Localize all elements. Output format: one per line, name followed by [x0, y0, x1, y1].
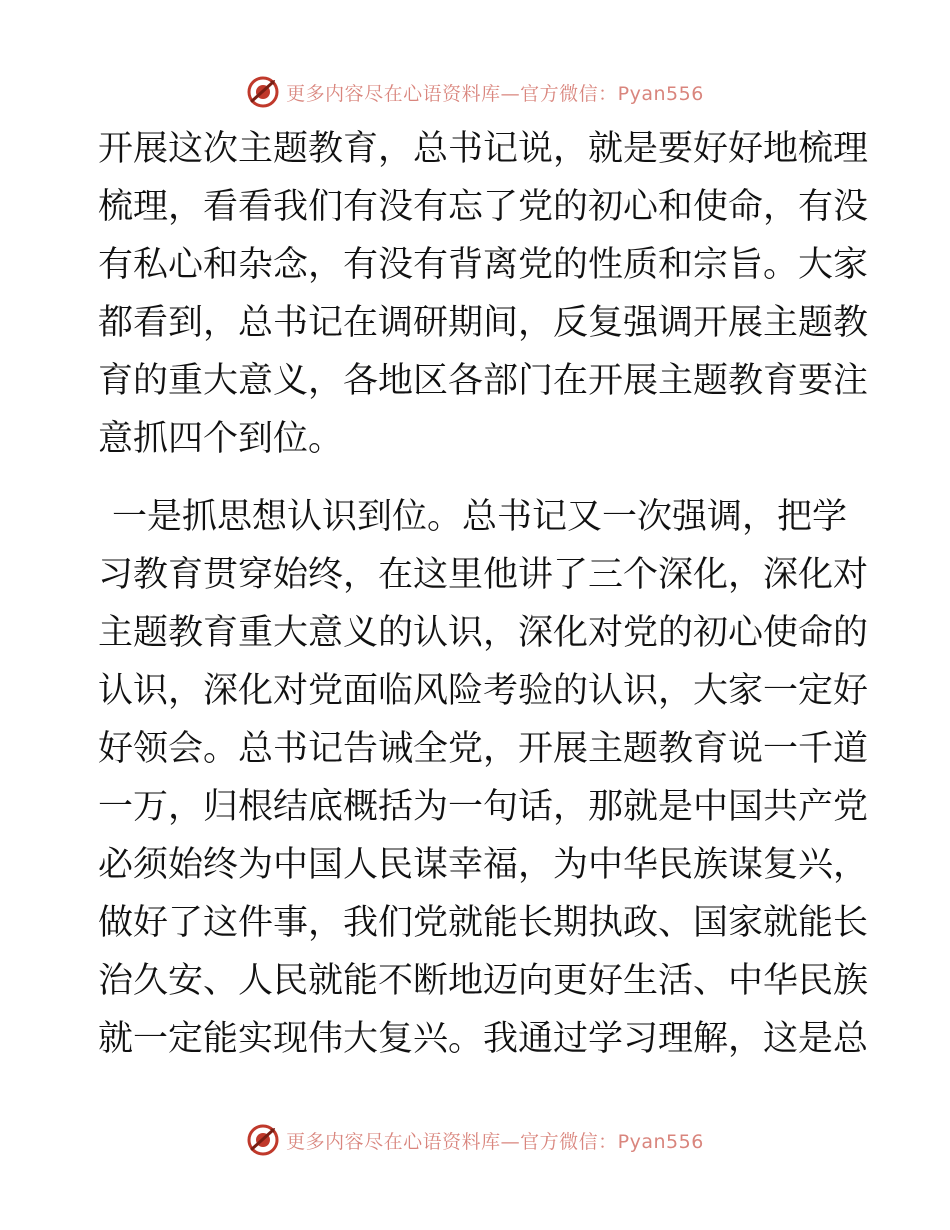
footer-watermark-handle: Pyan556	[617, 1130, 704, 1153]
logo-icon	[246, 1123, 280, 1157]
header-watermark-handle: Pyan556	[617, 82, 704, 105]
logo-icon	[246, 75, 280, 109]
footer-watermark-text: 更多内容尽在心语资料库—官方微信：Pyan556	[286, 1130, 704, 1153]
paragraph-1-line: 都看到，总书记在调研期间，反复强调开展主题教	[98, 303, 869, 343]
paragraph-2-line: 就一定能实现伟大复兴。我通过学习理解，这是总	[98, 1019, 869, 1059]
paragraph-2-line: 习教育贯穿始终，在这里他讲了三个深化，深化对	[98, 555, 869, 595]
paragraph-1-line: 育的重大意义，各地区各部门在开展主题教育要注	[98, 361, 869, 401]
paragraph-2-line: 好领会。总书记告诫全党，开展主题教育说一千道	[98, 729, 869, 769]
paragraph-2-line: 治久安、人民就能不断地迈向更好生活、中华民族	[98, 961, 869, 1001]
document-body	[98, 120, 869, 1068]
paragraph-2	[98, 488, 869, 1068]
paragraph-1-line: 意抓四个到位。	[98, 419, 344, 459]
paragraph-1-line: 梳理，看看我们有没有忘了党的初心和使命，有没	[98, 187, 869, 227]
paragraph-2-line: 一是抓思想认识到位。总书记又一次强调，把学	[112, 497, 848, 537]
paragraph-1-line: 开展这次主题教育，总书记说，就是要好好地梳理	[98, 129, 869, 169]
paragraph-1-line: 有私心和杂念，有没有背离党的性质和宗旨。大家	[98, 245, 869, 285]
paragraph-1	[98, 120, 869, 468]
header-watermark-text: 更多内容尽在心语资料库—官方微信：Pyan556	[286, 82, 704, 105]
paragraph-2-line: 做好了这件事，我们党就能长期执政、国家就能长	[98, 903, 869, 943]
header-watermark	[0, 72, 950, 112]
paragraph-2-line: 认识，深化对党面临风险考验的认识，大家一定好	[98, 671, 869, 711]
paragraph-gap	[98, 468, 850, 488]
footer-watermark	[0, 1120, 950, 1160]
paragraph-2-line: 主题教育重大意义的认识，深化对党的初心使命的	[98, 613, 869, 653]
paragraph-2-line: 必须始终为中国人民谋幸福，为中华民族谋复兴，	[98, 845, 869, 885]
paragraph-2-line: 一万，归根结底概括为一句话，那就是中国共产党	[98, 787, 869, 827]
